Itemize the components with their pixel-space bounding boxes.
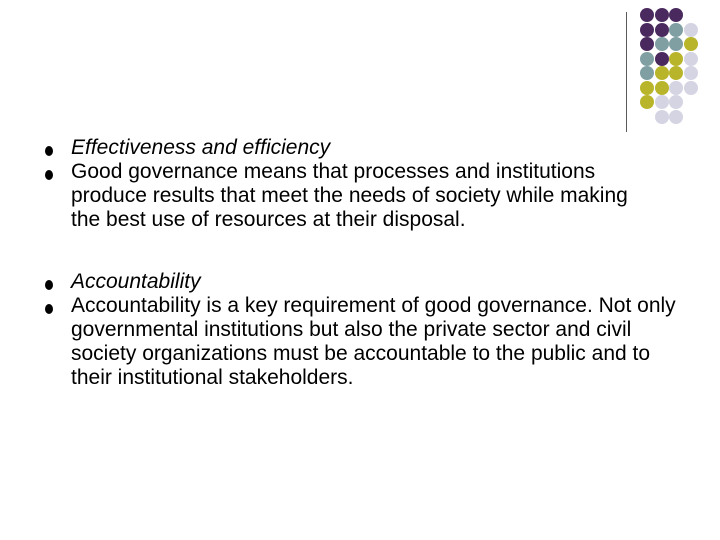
section-heading: Accountability [71,270,201,293]
decorative-dot [655,95,669,109]
decorative-divider-line [626,12,627,132]
decorative-dot [655,52,669,66]
bullet-dot-icon [45,280,53,290]
slide-content [44,136,694,428]
section-body: Good governance means that processes and institutions produce results that meet the needs of society while making the best use of resources at their disposal. [71,160,628,231]
decorative-dot [655,37,669,51]
decorative-dot [655,66,669,80]
decorative-dot [669,23,683,37]
decorative-dot [640,66,654,80]
decorative-dot [640,81,654,95]
decorative-dot [640,37,654,51]
bullet-item-body [44,294,694,390]
decorative-dot [655,81,669,95]
decorative-dot [640,52,654,66]
decorative-dot [655,8,669,22]
decorative-dot-grid [640,8,720,120]
decorative-dot [684,52,698,66]
decorative-dot [669,8,683,22]
decorative-dot [669,52,683,66]
decorative-dot [640,23,654,37]
decorative-dot [655,23,669,37]
decorative-dot [669,95,683,109]
bullet-item-heading [44,270,694,294]
decorative-dot [669,37,683,51]
bullet-dot-icon [45,304,53,314]
bullet-item-heading [44,136,694,160]
decorative-dot [684,66,698,80]
decorative-dot [640,8,654,22]
section-heading: Effectiveness and efficiency [71,136,331,159]
decorative-dot [669,81,683,95]
bullet-group-accountability [44,270,694,390]
decorative-dot [655,110,669,124]
decorative-dot [684,81,698,95]
decorative-dot [684,37,698,51]
decorative-dot [684,23,698,37]
bullet-group-effectiveness [44,136,694,232]
decorative-dot [669,110,683,124]
decorative-dot [640,95,654,109]
bullet-dot-icon [45,146,53,156]
section-body: Accountability is a key requirement of good governance. Not only governmental institutions but also the private sector and civil society organizations must be accountable to the public and to their institutional stakeholders. [71,294,676,389]
decorative-dot [669,66,683,80]
bullet-dot-icon [45,170,53,180]
bullet-item-body [44,160,694,232]
